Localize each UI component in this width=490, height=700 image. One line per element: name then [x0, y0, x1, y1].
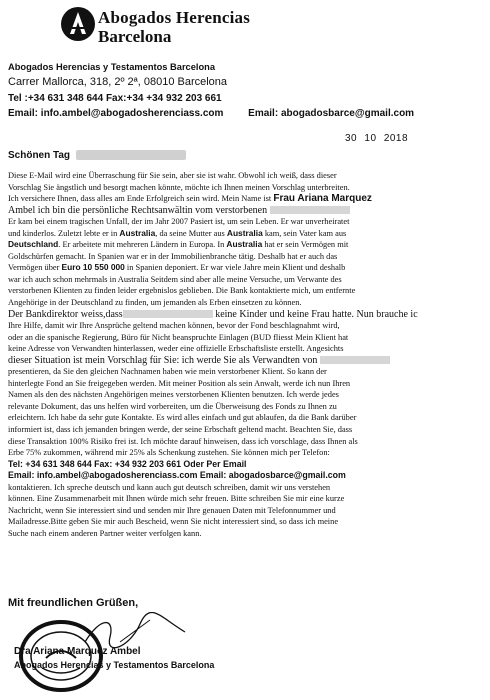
signature-name: Dra Ariana Marquez Ambel	[14, 646, 141, 657]
firm-logo-icon	[60, 6, 96, 42]
body-line: können. Eine Zusammenarbeit mit Ihnen würde mich sehr freuen. Bitte schreiben Sie mir eine kurze	[8, 494, 345, 504]
email-label: Email:	[8, 108, 39, 119]
body-line: Vermögen über Euro 10 550 000 in Spanien deponiert. Er war viele Jahre mein Klient und deshalb	[8, 262, 346, 273]
body-line: Nachricht, wenn Sie interessiert sind und senden mir Ihre genauen Daten mit Telefonnummer und	[8, 505, 336, 515]
body-line: verstorbenen Klienten zu finden leider ergebnislos geblieben. Die Bank kontaktierte mich, um entfernte	[8, 286, 356, 296]
body-line: Mailadresse.Bitte geben Sie mir auch Bescheid, wenn Sie nicht interessiert sind, so dass ich meine	[8, 517, 339, 527]
body-line: Vorschlag Sie ängstlich und besorgt machen könnte, möchte ich Ihnen meinen Vorschlag unterbreiten.	[8, 182, 350, 192]
closing-salutation: Mit freundlichen Grüßen,	[8, 597, 139, 609]
firm-name: Abogados Herencias y Testamentos Barcelona	[8, 62, 216, 72]
body-line: Er kam bei einem tragischen Unfall, der im Jahr 2007 Pasiert ist, um sein Leben. Er war unverheiratet	[8, 217, 350, 227]
body-line: Ambel ich bin die persönliche Rechtsanwältin vom verstorbenen	[8, 205, 488, 217]
body-line: Der Bankdirektor weiss,dass keine Kinder und keine Frau hatte. Nun brauche ic	[8, 308, 418, 320]
date-month: 10	[364, 133, 377, 144]
body-line: informiert ist, dass ich jemanden bringen werde, der seine Erbschaft geltend macht. Beachten Sie, dass	[8, 425, 353, 435]
date-day: 30	[345, 133, 358, 144]
greeting	[8, 150, 186, 161]
body-line: erleichtern. Ich habe da sehr gute Kontakte. Es wird alles einfach und gut ablaufen, da die Bank darüber	[8, 413, 357, 423]
date-year: 2018	[383, 133, 409, 144]
email-secondary: abogadosbarce@gmail.com	[280, 108, 415, 119]
brand-name-line1: Abogados Herencias	[98, 8, 251, 27]
signature-firm: Abogados Herencias y Testamentos Barcelona	[14, 660, 215, 670]
body-line: hinterlegte Fond an Sie freigegeben werden. Mit meiner Position als sein Anwalt, werde ich nun Ihren	[8, 378, 351, 388]
body-line: dieser Situation ist mein Vorschlag für Sie: ich werde Sie als Verwandten von	[8, 355, 488, 367]
letter-date	[345, 133, 412, 144]
redacted-client	[123, 310, 213, 318]
body-line: Ihre Hilfe, damit wir Ihre Ansprüche geltend machen können, bevor der Fond beschlagnahmt wird,	[8, 321, 340, 331]
body-line: Namen als den des nächsten Angehörigen meines verstorbenen Klienten benutzen. Ich werde jedes	[8, 390, 339, 400]
redacted-name	[76, 150, 186, 160]
lawyer-name: Frau Ariana Marquez	[273, 193, 372, 205]
body-line: Ich versichere Ihnen, dass alles am Ende Erfolgreich sein wird. Mein Name ist Frau Ariana Marquez	[8, 193, 372, 205]
letter-body	[8, 170, 488, 540]
body-line: und kinderlos. Zuletzt lebte er in Australia, da seine Mutter aus Australia kam, sein Vater kam aus	[8, 227, 347, 238]
body-line: Erbe 75% zukommen, während mir 25% als Schenkung zustehen. Sie können mich per Telefon:	[8, 448, 330, 458]
greeting-text: Schönen Tag	[8, 150, 71, 161]
body-line: oder an die spanische Regierung, Büro für Nicht beanspruchte Einlagen (BUD fliesst Mein Klient hat	[8, 332, 349, 342]
firm-address: Carrer Mallorca, 318, 2º 2ª, 08010 Barcelona	[8, 76, 228, 88]
body-line: Goldschürfen gemacht. In Spanien war er in der Immobilienbranche tätig. Deshalb hat er auch das	[8, 251, 338, 261]
body-line: keine Adresse von Verwandten hinterlassen, weder eine offizielle Erbschaftsliste erstellt. Angesichts	[8, 344, 344, 354]
contact-emails: Email: info.ambel@abogadosherenciass.com Email: abogadosbarce@gmail.com	[8, 470, 346, 481]
body-line: war ich auch schon mehrmals in Australia Seitdem sind aber alle meine Versuche, um Verwante des	[8, 274, 342, 284]
body-line: Deutschland. Er arbeitete mit mehreren Ländern in Europa. In Australia hat er sein Vermögen mit	[8, 239, 349, 250]
email-primary: info.ambel@abogadosherenciass.com	[40, 108, 224, 119]
body-line: Suche nach einem anderen Partner weiter verfolgen kann.	[8, 528, 202, 538]
body-line: presentieren, da Sie den gleichen Nachnamen haben wie mein verstorbener Klient. So kann der	[8, 367, 327, 377]
brand-name-line2: Barcelona	[98, 27, 172, 46]
redacted-client	[320, 356, 390, 364]
firm-phones: Tel :+34 631 348 644 Fax:+34 +34 932 203 661	[8, 93, 222, 104]
body-line: kontaktieren. Ich spreche deutsch und kann auch gut deutsch schreiben, damit wir uns verstehen	[8, 482, 331, 492]
contact-phones: Tel: +34 631 348 644 Fax: +34 932 203 661 Oder Per Email	[8, 458, 247, 469]
body-line: Angehörige in der Deutschland zu finden, um jemanden als Erben einsetzen zu können.	[8, 298, 302, 308]
redacted-client	[270, 206, 350, 214]
email-label-2: Email:	[248, 108, 279, 119]
amount: Euro 10 550 000	[61, 262, 125, 273]
body-line: Diese E-Mail wird eine Überraschung für Sie sein, aber sie ist wahr. Obwohl ich weiß, dass dieser	[8, 171, 337, 180]
firm-emails	[8, 108, 414, 119]
body-line: relevante Dokument, das uns helfen wird vorbereiten, um die Überweisung des Fonds zu Ihnen zu	[8, 401, 337, 411]
body-line: diese Transaktion 100% Risiko frei ist. Ich möchte darauf hinweisen, dass ich vorschlage, dass Ihnen als	[8, 436, 358, 446]
